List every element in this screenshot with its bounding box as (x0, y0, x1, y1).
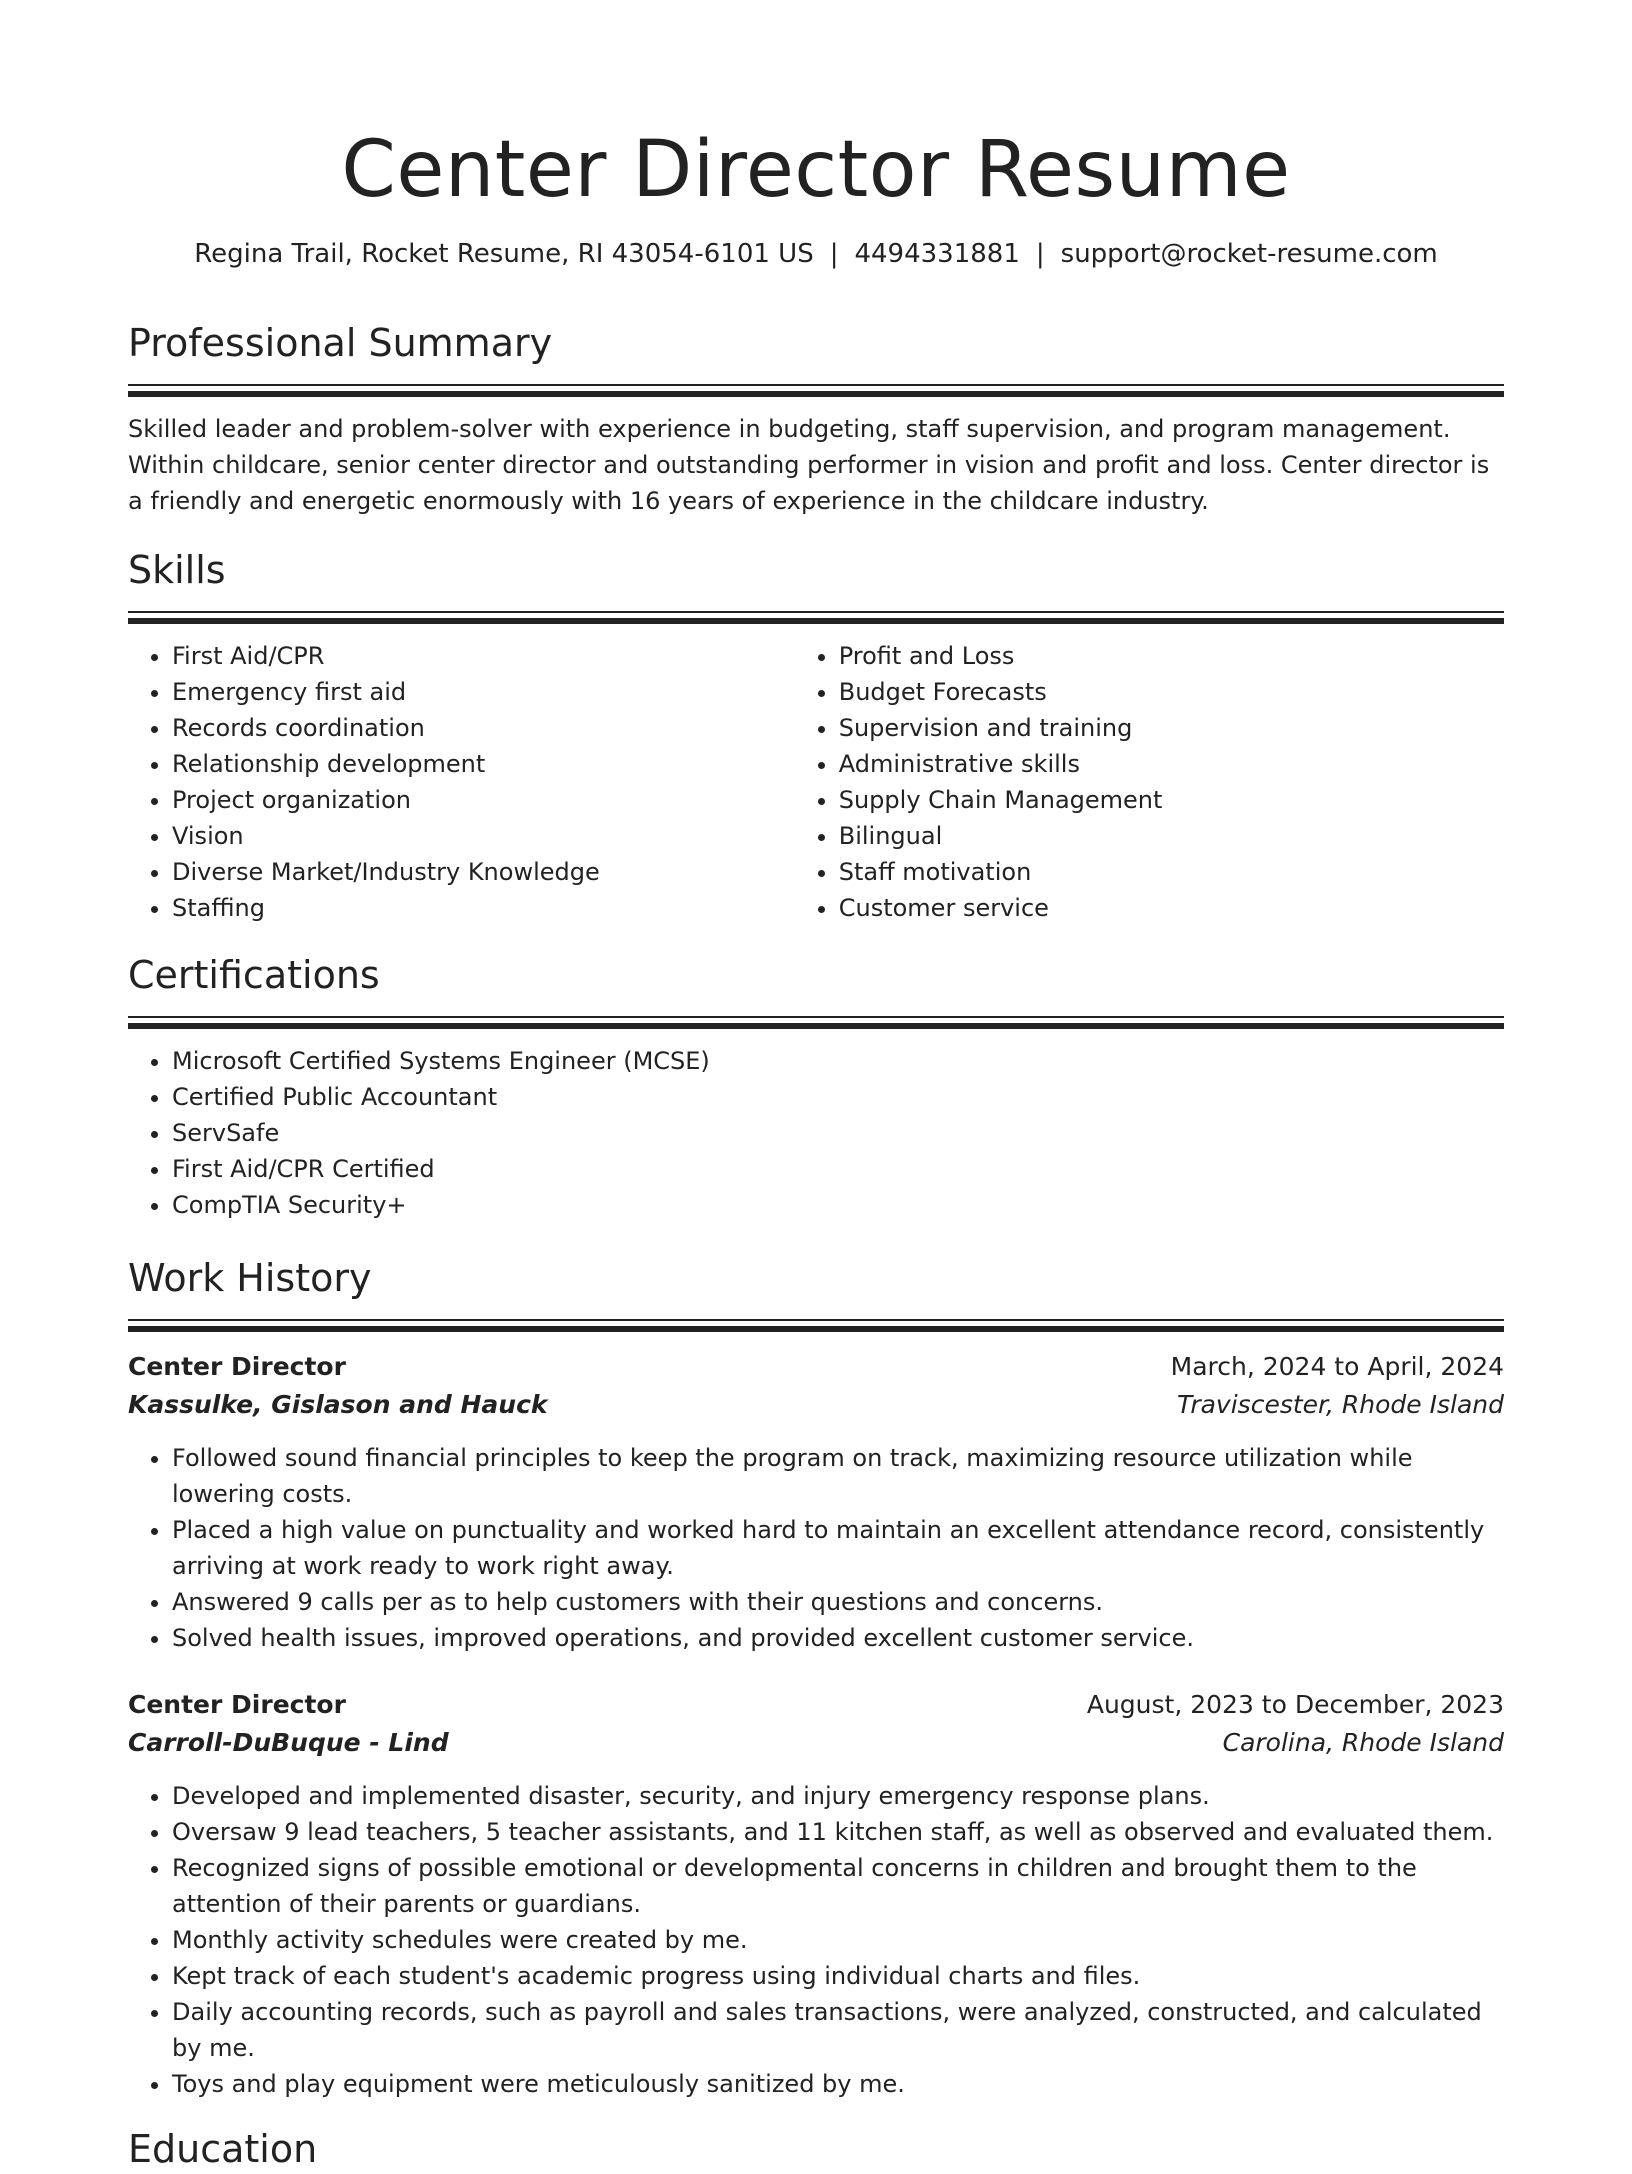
job-dates: March, 2024 to April, 2024 (1170, 1352, 1504, 1381)
summary-text: Skilled leader and problem-solver with experience in budgeting, staff supervision, and program management. Within childcare, senior center director and outstanding performer in vision and profit and loss. Center director is a friendly and energetic enormously with 16 years of experience in the childcare industry. (128, 415, 1490, 515)
job-bullets (128, 1778, 1504, 2102)
email-link[interactable]: support@rocket-resume.com (1060, 239, 1438, 269)
skill-item: • Supply Chain Management (839, 782, 1504, 818)
section-heading: Work History (128, 1256, 372, 1300)
job-bullet: • Recognized signs of possible emotional or developmental concerns in children and brought them to the attention of their parents or guardians. (172, 1850, 1504, 1922)
section-heading: Skills (128, 548, 226, 592)
job-bullet: • Followed sound financial principles to keep the program on track, maximizing resource utilization while lowering costs. (172, 1440, 1504, 1512)
job-title: Center Director (128, 1352, 346, 1381)
divider (128, 384, 1504, 386)
contact-line (128, 236, 1504, 272)
skill-item: • Diverse Market/Industry Knowledge (172, 854, 795, 890)
summary-section (128, 318, 1504, 519)
address-text: Regina Trail, Rocket Resume, RI 43054-6101 US (194, 239, 814, 269)
job-bullet: • Kept track of each student's academic progress using individual charts and files. (172, 1958, 1504, 1994)
job-header-row (128, 1686, 1504, 1724)
skills-section (128, 545, 1504, 926)
skill-item: • Records coordination (172, 710, 795, 746)
job-location: Carolina, Rhode Island (1222, 1728, 1504, 1757)
job-header-row (128, 1348, 1504, 1386)
job-subheader-row (128, 1386, 1504, 1424)
job-entry (128, 1348, 1504, 1656)
work-history-section (128, 1253, 1504, 2102)
certification-item: • Certified Public Accountant (172, 1079, 1504, 1115)
divider (128, 1016, 1504, 1018)
skill-item: • Vision (172, 818, 795, 854)
separator: | (1035, 239, 1045, 269)
skill-item: • Supervision and training (839, 710, 1504, 746)
job-company: Kassulke, Gislason and Hauck (128, 1390, 548, 1419)
certifications-list (128, 1043, 1504, 1223)
section-heading: Certifications (128, 953, 380, 997)
job-bullet: • Developed and implemented disaster, security, and injury emergency response plans. (172, 1778, 1504, 1814)
certification-item: • ServSafe (172, 1115, 1504, 1151)
job-location: Traviscester, Rhode Island (1177, 1390, 1504, 1419)
resume-page (128, 0, 1504, 2174)
job-bullet: • Solved health issues, improved operations, and provided excellent customer service. (172, 1620, 1504, 1656)
job-bullet: • Monthly activity schedules were created by me. (172, 1922, 1504, 1958)
skills-list-left (128, 638, 795, 926)
skills-list-right (795, 638, 1504, 926)
skill-item: • Budget Forecasts (839, 674, 1504, 710)
skills-columns (128, 638, 1504, 926)
job-subheader-row (128, 1724, 1504, 1762)
job-company: Carroll-DuBuque - Lind (128, 1728, 449, 1757)
phone-text: 4494331881 (854, 239, 1020, 269)
certifications-section (128, 950, 1504, 1223)
skill-item: • First Aid/CPR (172, 638, 795, 674)
skill-item: • Customer service (839, 890, 1504, 926)
job-bullet: • Placed a high value on punctuality and worked hard to maintain an excellent attendance record, consistently arriving at work ready to work right away. (172, 1512, 1504, 1584)
job-title: Center Director (128, 1690, 346, 1719)
certification-item: • CompTIA Security+ (172, 1187, 1504, 1223)
job-bullet: • Daily accounting records, such as payroll and sales transactions, were analyzed, constructed, and calculated by me. (172, 1994, 1504, 2066)
divider (128, 611, 1504, 613)
divider (128, 618, 1504, 624)
job-bullet: • Answered 9 calls per as to help customers with their questions and concerns. (172, 1584, 1504, 1620)
divider (128, 1326, 1504, 1332)
job-bullets (128, 1440, 1504, 1656)
section-heading: Education (128, 2127, 318, 2171)
job-entry (128, 1686, 1504, 2102)
skill-item: • Staff motivation (839, 854, 1504, 890)
divider (128, 391, 1504, 397)
certification-item: • First Aid/CPR Certified (172, 1151, 1504, 1187)
job-bullet: • Toys and play equipment were meticulously sanitized by me. (172, 2066, 1504, 2102)
divider (128, 1023, 1504, 1029)
skill-item: • Profit and Loss (839, 638, 1504, 674)
skill-item: • Project organization (172, 782, 795, 818)
separator: | (829, 239, 839, 269)
page-title: Center Director Resume (341, 125, 1291, 215)
skill-item: • Emergency first aid (172, 674, 795, 710)
skill-item: • Relationship development (172, 746, 795, 782)
certification-item: • Microsoft Certified Systems Engineer (MCSE) (172, 1043, 1504, 1079)
job-dates: August, 2023 to December, 2023 (1086, 1690, 1504, 1719)
skill-item: • Bilingual (839, 818, 1504, 854)
job-bullet: • Oversaw 9 lead teachers, 5 teacher assistants, and 11 kitchen staff, as well as observed and evaluated them. (172, 1814, 1504, 1850)
skill-item: • Staffing (172, 890, 795, 926)
section-heading: Professional Summary (128, 321, 553, 365)
skill-item: • Administrative skills (839, 746, 1504, 782)
education-section (128, 2124, 1504, 2174)
divider (128, 1319, 1504, 1321)
